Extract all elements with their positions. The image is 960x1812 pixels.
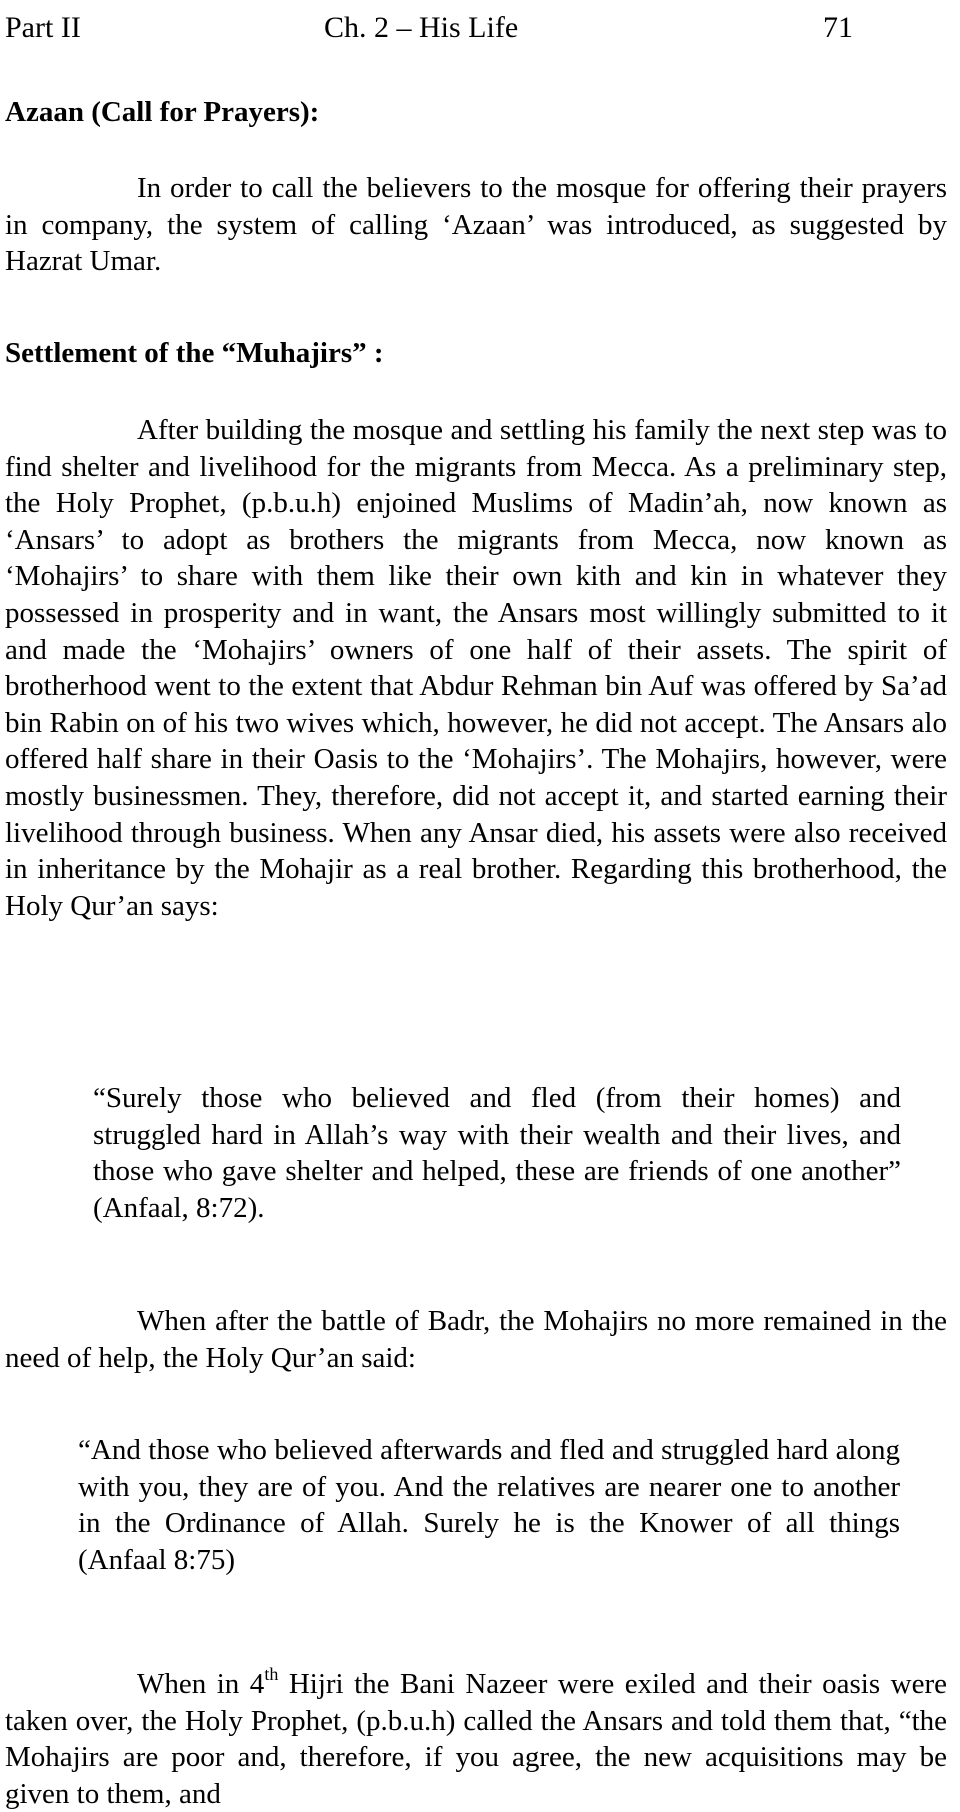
paragraph-bani-nazeer-start: When in 4 [137,1668,265,1700]
quote-anfaal-8-75: “And those who believed afterwards and fled and struggled hard along with you, they are of you. And the relatives are nearer one to another in the Ordinance of Allah. Surely he is the Knower of all things (Anfaal 8:75) [78,1434,900,1576]
running-header [5,10,950,50]
paragraph-azaan: In order to call the believers to the mosque for offering their prayers in company, the system of calling ‘Azaan’ was introduced, as suggested by Hazrat Umar. [5,172,947,278]
paragraph-bani-nazeer-rest: Hijri the Bani Nazeer were exiled and their oasis were taken over, the Holy Prophet, (p.b.u.h) called the Ansars and told them that, “the Mohajirs are poor and, therefore, if you agree, the new acquisitions may be given to them, and [5,1668,947,1810]
heading-azaan: Azaan (Call for Prayers): [5,96,320,128]
book-page [5,0,950,1810]
heading-settlement-muhajirs: Settlement of the “Muhajirs” : [5,337,384,369]
header-chapter: Ch. 2 – His Life [324,11,519,44]
ordinal-superscript: th [264,1664,279,1684]
quote-anfaal-8-72: “Surely those who believed and fled (from their homes) and struggled hard in Allah’s way with their wealth and their lives, and those who gave shelter and helped, these are friends of one another” (Anfaal, 8:72). [93,1082,901,1224]
paragraph-after-badr: When after the battle of Badr, the Mohajirs no more remained in the need of help, the Holy Qur’an said: [5,1305,947,1374]
header-part: Part II [5,11,81,44]
paragraph-bani-nazeer [5,1666,947,1812]
page-number: 71 [823,11,853,44]
paragraph-settlement: After building the mosque and settling his family the next step was to find shelter and livelihood for the migrants from Mecca. As a preliminary step, the Holy Prophet, (p.b.u.h) enjoined Muslims of Madin’ah, now known as ‘Ansars’ to adopt as brothers the migrants from Mecca, now known as ‘Mohajirs’ to share with them like their own kith and kin in whatever they possessed in prosperity and in want, the Ansars most willingly submitted to it and made the ‘Mohajirs’ owners of one half of their assets. The spirit of brotherhood went to the extent that Abdur Rehman bin Auf was offered by Sa’ad bin Rabin on of his two wives which, however, he did not accept. The Ansars alo offered half share in their Oasis to the ‘Mohajirs’. The Mohajirs, however, were mostly businessmen. They, therefore, did not accept it, and started earning their livelihood through business. When any Ansar died, his assets were also received in inheritance by the Mohajir as a real brother. Regarding this brotherhood, the Holy Qur’an says: [5,414,947,922]
